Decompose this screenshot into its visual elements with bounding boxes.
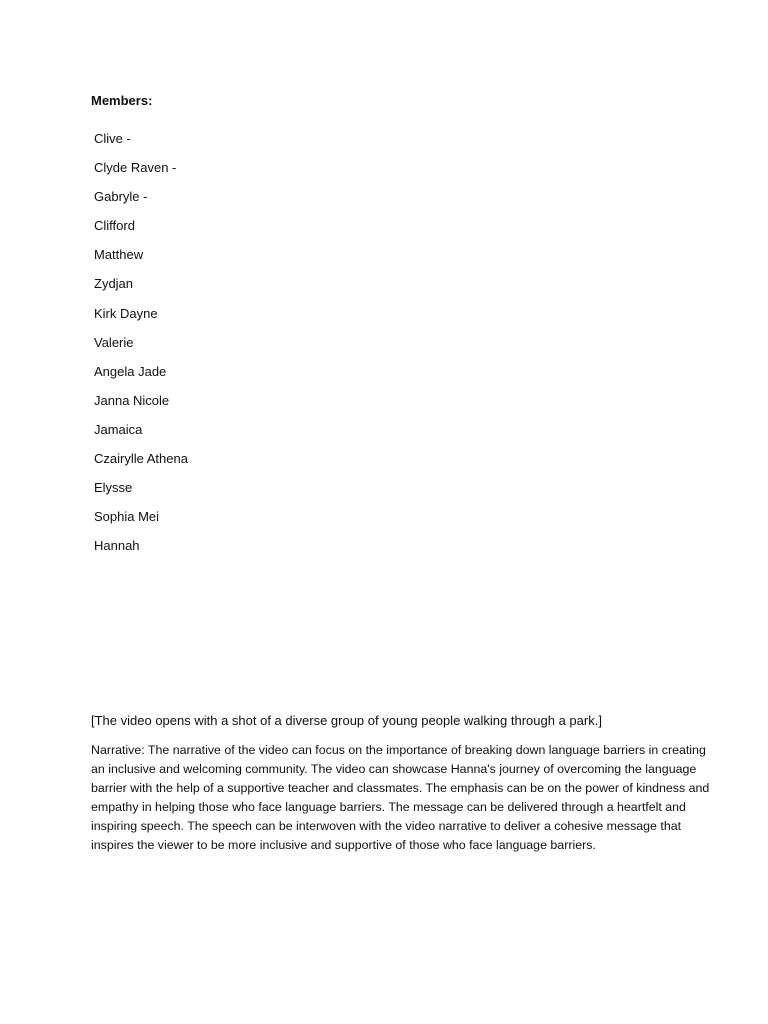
- member-item: Zydjan: [94, 276, 134, 292]
- member-item: Valerie: [94, 334, 134, 350]
- members-list: [94, 131, 188, 567]
- intro-paragraph: [The video opens with a shot of a diverse group of young people walking through a park.]: [91, 713, 602, 728]
- member-item: Sophia Mei: [94, 509, 160, 525]
- member-item: Jamaica: [94, 421, 143, 437]
- member-item: Clifford: [94, 218, 135, 234]
- member-item: Angela Jade: [94, 363, 167, 379]
- member-item: Clive -: [94, 131, 131, 146]
- member-item: Janna Nicole: [94, 392, 170, 408]
- member-item: Czairylle Athena: [94, 451, 188, 467]
- member-item: Hannah: [94, 538, 140, 554]
- member-item: Elysse: [94, 480, 133, 496]
- member-item: Matthew: [94, 247, 144, 263]
- member-item: Clyde Raven -: [94, 160, 177, 176]
- member-item: Kirk Dayne: [94, 305, 158, 321]
- member-item: Gabryle -: [94, 189, 148, 205]
- narrative-paragraph: Narrative: The narrative of the video can focus on the importance of breaking down language barriers in creating an inclusive and welcoming community. The video can showcase Hanna's journey of overcoming the language barrier with the help of a supportive teacher and classmates. The emphasis can be on the power of kindness and empathy in helping those who face language barriers. The message can be delivered through a heartfelt and inspiring speech. The speech can be interwoven with the video narrative to deliver a cohesive message that inspires the viewer to be more inclusive and supportive of those who face language barriers.: [91, 743, 710, 852]
- members-heading: Members:: [91, 93, 153, 108]
